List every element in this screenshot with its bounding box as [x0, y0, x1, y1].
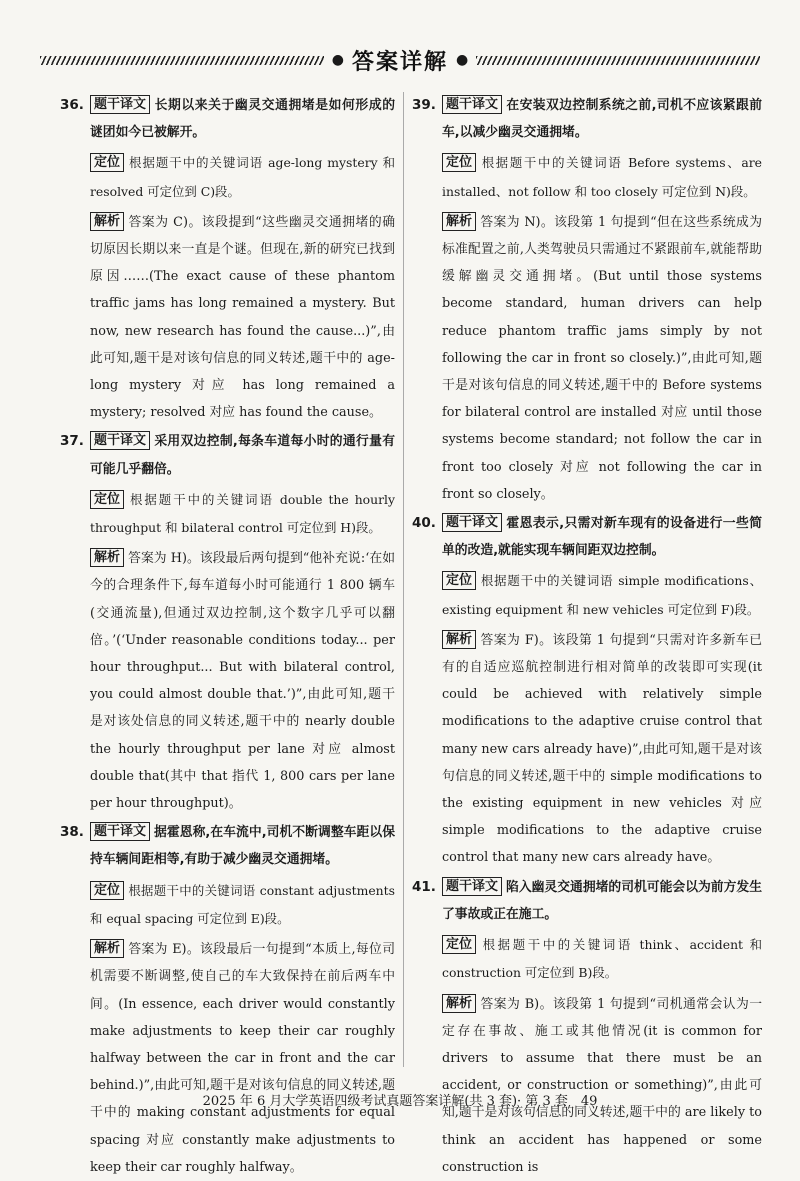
left-column: [60, 92, 395, 1181]
question-stem: 据霍恩称,在车流中,司机不断调整车距以保持车辆间距相等,有助于减少幽灵交通拥堵。: [90, 825, 395, 868]
analysis-text: 答案为 B)。该段第 1 句提到“司机通常会认为一定存在事故、施工或其他情况(it is common for drivers to assume that there must be an accident, or construction or something)”,由此可知,题干是对该句信息的同义转述,题干中的 are likely to think an accident has happened or some construction is: [442, 996, 762, 1175]
bullet-icon: ●: [456, 52, 469, 68]
header-title: 答案详解: [352, 49, 449, 75]
locate-text: 根据题干中的关键词语 Before systems、are installed、not follow 和 too closely 可定位到 N)段。: [442, 155, 762, 199]
analysis-tag: 解析: [90, 548, 124, 567]
question-number: 39.: [412, 97, 436, 113]
stem-tag: 题干译文: [442, 95, 502, 114]
question-40: [412, 510, 762, 872]
question-stem: 在安装双边控制系统之前,司机不应该紧跟前车,以减少幽灵交通拥堵。: [442, 98, 762, 141]
question-stem: 霍恩表示,只需对新车现有的设备进行一些简单的改造,就能实现车辆间距双边控制。: [442, 516, 762, 559]
locate-tag: 定位: [90, 490, 124, 509]
locate-text: 根据题干中的关键词语 constant adjustments 和 equal spacing 可定位到 E)段。: [90, 882, 395, 926]
question-stem: 长期以来关于幽灵交通拥堵是如何形成的谜团如今已被解开。: [90, 98, 395, 141]
question-36: [60, 92, 395, 426]
question-number: 36.: [60, 97, 84, 113]
bullet-icon: ●: [331, 52, 344, 68]
analysis-text: 答案为 F)。该段第 1 句提到“只需对许多新车已有的自适应巡航控制进行相对简单的改装即可实现(it could be achieved with relatively simple modifications to the adaptive cruise control that many new cars already have)”,由此可知,题干是对该句信息的同义转述,题干中的 simple modifications to the existing equipment in new vehicles 对应 simple modifications to the adaptive cruise control that many new cars already have。: [442, 632, 762, 866]
locate-tag: 定位: [442, 935, 476, 954]
right-column: [412, 92, 762, 1181]
section-header: [40, 40, 760, 80]
question-number: 38.: [60, 824, 84, 841]
question-38: [60, 819, 395, 1181]
header-hatch-right: [476, 56, 760, 65]
column-divider: [403, 92, 404, 1067]
analysis-tag: 解析: [442, 212, 476, 231]
locate-text: 根据题干中的关键词语 double the hourly throughput 和 bilateral control 可定位到 H)段。: [90, 491, 395, 536]
analysis-text: 答案为 E)。该段最后一句提到“本质上,每位司机需要不断调整,使自己的车大致保持在前后两车中间。(In essence, each driver would constantly make adjustments to keep their car roughly halfway between the car in front and the car behind.)”,由此可知,题干是对该句信息的同义转述,题干中的 making constant adjustments for equal spacing 对应 constantly make adjustments to keep their car roughly halfway。: [90, 942, 395, 1175]
analysis-text: 答案为 N)。该段第 1 句提到“但在这些系统成为标准配置之前,人类驾驶员只需通过不紧跟前车,就能帮助缓解幽灵交通拥堵。(But until those systems become standard, human drivers can help reduce phantom traffic jams simply by not following the car in front so closely.)”,由此可知,题干是对该句信息的同义转述,题干中的 Before systems for bilateral control are installed 对应 until those systems become standard; not follow the car in front too closely 对应 not following the car in front so closely。: [442, 214, 762, 502]
locate-text: 根据题干中的关键词语 simple modifications、existing equipment 和 new vehicles 可定位到 F)段。: [442, 573, 762, 617]
question-number: 37.: [60, 433, 84, 450]
analysis-tag: 解析: [90, 212, 124, 231]
locate-tag: 定位: [442, 153, 476, 172]
locate-text: 根据题干中的关键词语 think、accident 和 construction 可定位到 B)段。: [442, 937, 762, 981]
question-number: 40.: [412, 515, 436, 532]
locate-tag: 定位: [90, 153, 124, 172]
header-hatch-left: [40, 56, 324, 65]
stem-tag: 题干译文: [90, 822, 150, 841]
locate-text: 根据题干中的关键词语 age-long mystery 和 resolved 可定位到 C)段。: [90, 155, 395, 199]
question-37: [60, 428, 395, 817]
analysis-tag: 解析: [90, 939, 124, 958]
question-41: [412, 874, 762, 1181]
question-number: 41.: [412, 878, 436, 895]
stem-tag: 题干译文: [442, 513, 502, 532]
stem-tag: 题干译文: [442, 877, 502, 896]
analysis-tag: 解析: [442, 994, 476, 1013]
analysis-text: 答案为 H)。该段最后两句提到“他补充说:‘在如今的合理条件下,每车道每小时可能通行 1 800 辆车(交通流量),但通过双边控制,这个数字几乎可以翻倍。’(‘Under reasonable conditions today... per hour throughput... But with bilateral control, you could almost double that.’)”,由此可知,题干是对该处信息的同义转述,题干中的 nearly double the hourly throughput per lane 对应 almost double that(其中 that 指代 1, 800 cars per lane per hour throughput)。: [90, 551, 395, 812]
question-stem: 采用双边控制,每条车道每小时的通行量有可能几乎翻倍。: [90, 434, 395, 477]
stem-tag: 题干译文: [90, 95, 150, 114]
analysis-tag: 解析: [442, 630, 476, 649]
stem-tag: 题干译文: [90, 431, 150, 450]
question-stem: 陷入幽灵交通拥堵的司机可能会以为前方发生了事故或正在施工。: [442, 879, 762, 922]
page-footer: 2025 年 6 月大学英语四级考试真题答案详解(共 3 套)· 第 3 套 49: [202, 1094, 598, 1109]
analysis-text: 答案为 C)。该段提到“这些幽灵交通拥堵的确切原因长期以来一直是个谜。但现在,新的研究已找到原因……(The exact cause of these phantom traffic jams has long remained a mystery. But now, new research has found the cause...)”,由此可知,题干是对该句信息的同义转述,题干中的 age-long mystery 对应 has long remained a mystery; resolved 对应 has found the cause。: [90, 214, 395, 421]
locate-tag: 定位: [90, 881, 124, 900]
locate-tag: 定位: [442, 571, 476, 590]
question-39: [412, 92, 762, 508]
